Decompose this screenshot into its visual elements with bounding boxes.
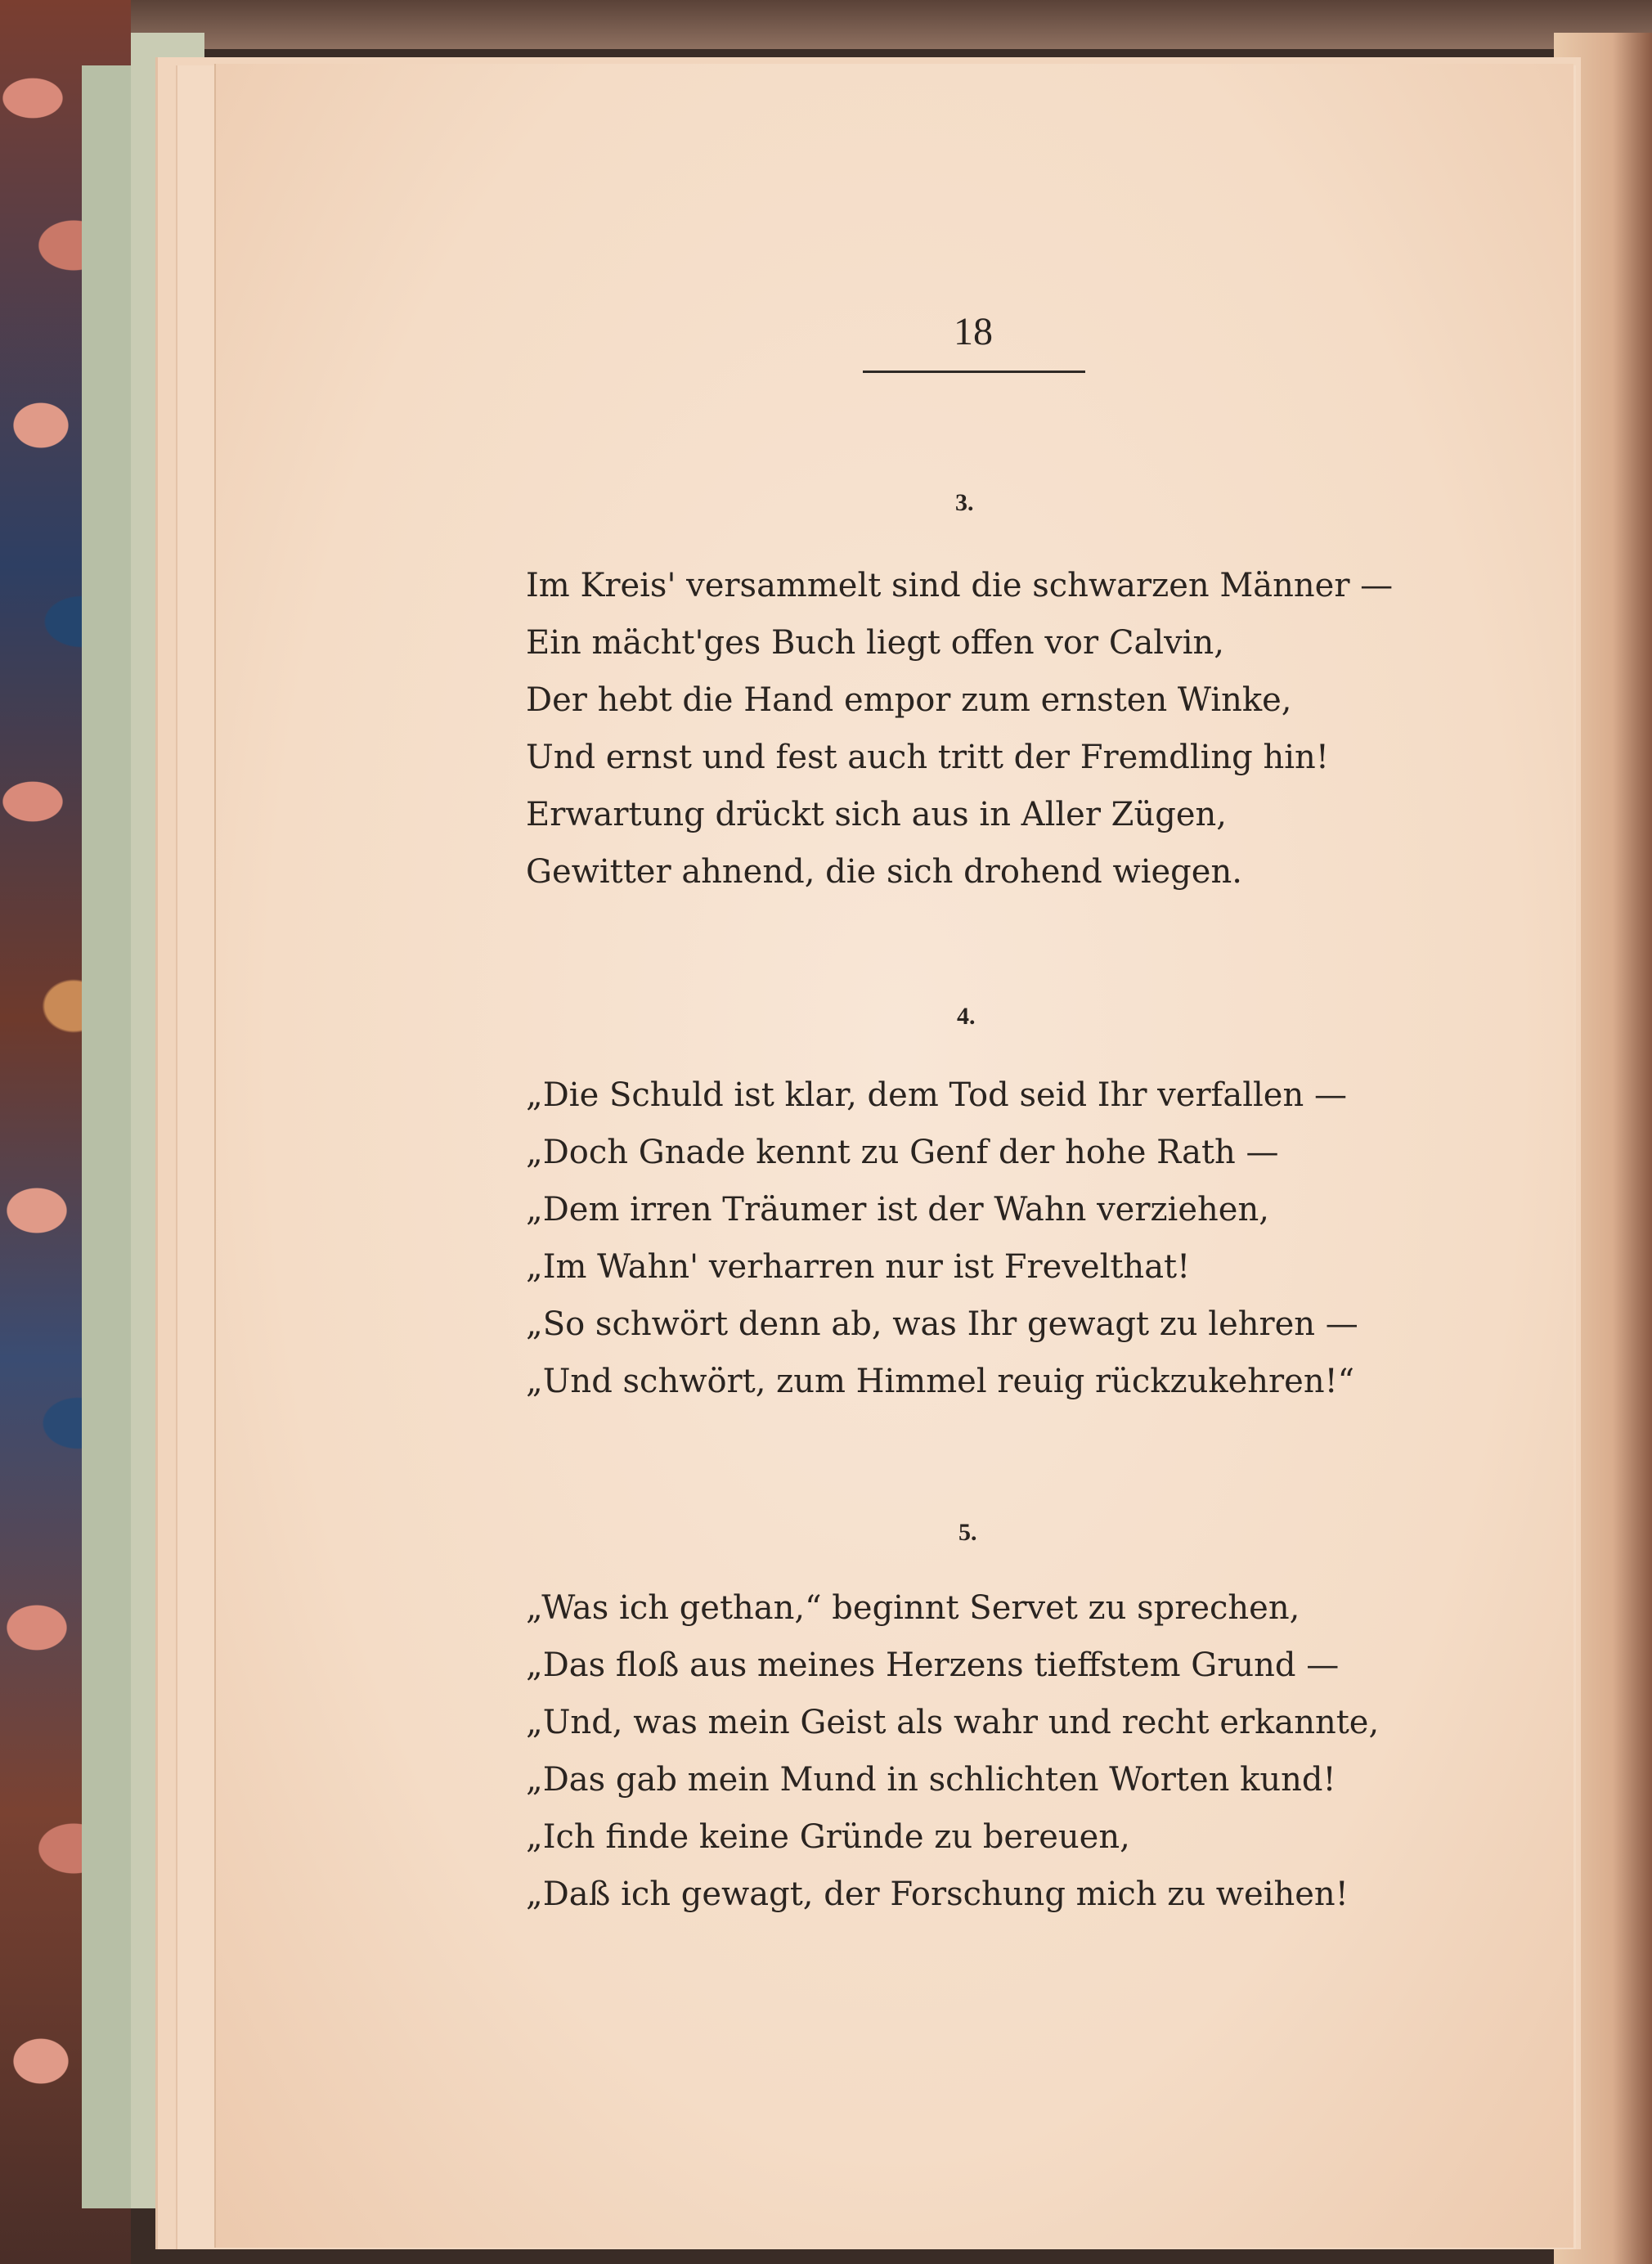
verse-line: „Die Schuld ist klar, dem Tod seid Ihr verfallen —: [526, 1076, 1347, 1114]
stanza: [526, 1579, 1379, 1923]
verse-line: Erwartung drückt sich aus in Aller Zügen,: [526, 796, 1227, 833]
verse-line: „Das gab mein Mund in schlichten Worten kund!: [526, 1761, 1336, 1799]
verse-line: „Das floß aus meines Herzens tieffstem Grund —: [526, 1646, 1340, 1684]
verse-line: „Im Wahn' verharren nur ist Frevelthat!: [526, 1248, 1191, 1286]
verse-line: „Dem irren Träumer ist der Wahn verziehen,: [526, 1191, 1269, 1229]
verse-line: „Ich finde keine Gründe zu bereuen,: [526, 1818, 1130, 1856]
section-number: 5.: [958, 1519, 977, 1546]
page-number: 18: [954, 310, 993, 353]
verse-line: Und ernst und fest auch tritt der Fremdling hin!: [526, 739, 1329, 776]
verse-line: „So schwört denn ab, was Ihr gewagt zu lehren —: [526, 1305, 1358, 1343]
verse-line: „Und, was mein Geist als wahr und recht erkannte,: [526, 1704, 1380, 1741]
verse-line: Gewitter ahnend, die sich drohend wiegen.: [526, 853, 1242, 891]
header-rule: [863, 371, 1085, 373]
verse-line: „Daß ich gewagt, der Forschung mich zu weihen!: [526, 1875, 1349, 1913]
section-number: 4.: [957, 1003, 976, 1030]
book-top-edge: [131, 0, 1652, 49]
verse-line: „Doch Gnade kennt zu Genf der hohe Rath —: [526, 1134, 1279, 1171]
verse-line: Ein mächt'ges Buch liegt offen vor Calvin,: [526, 624, 1224, 662]
verse-line: „Und schwört, zum Himmel reuig rückzukehren!“: [526, 1363, 1355, 1400]
verse-line: Im Kreis' versammelt sind die schwarzen Männer —: [526, 567, 1394, 604]
verse-line: „Was ich gethan,“ beginnt Servet zu sprechen,: [526, 1589, 1300, 1627]
verse-line: Der hebt die Hand empor zum ernsten Winke,: [526, 681, 1292, 719]
section-number: 3.: [955, 489, 974, 516]
stanza: [526, 557, 1393, 901]
stanza: [526, 1067, 1358, 1410]
